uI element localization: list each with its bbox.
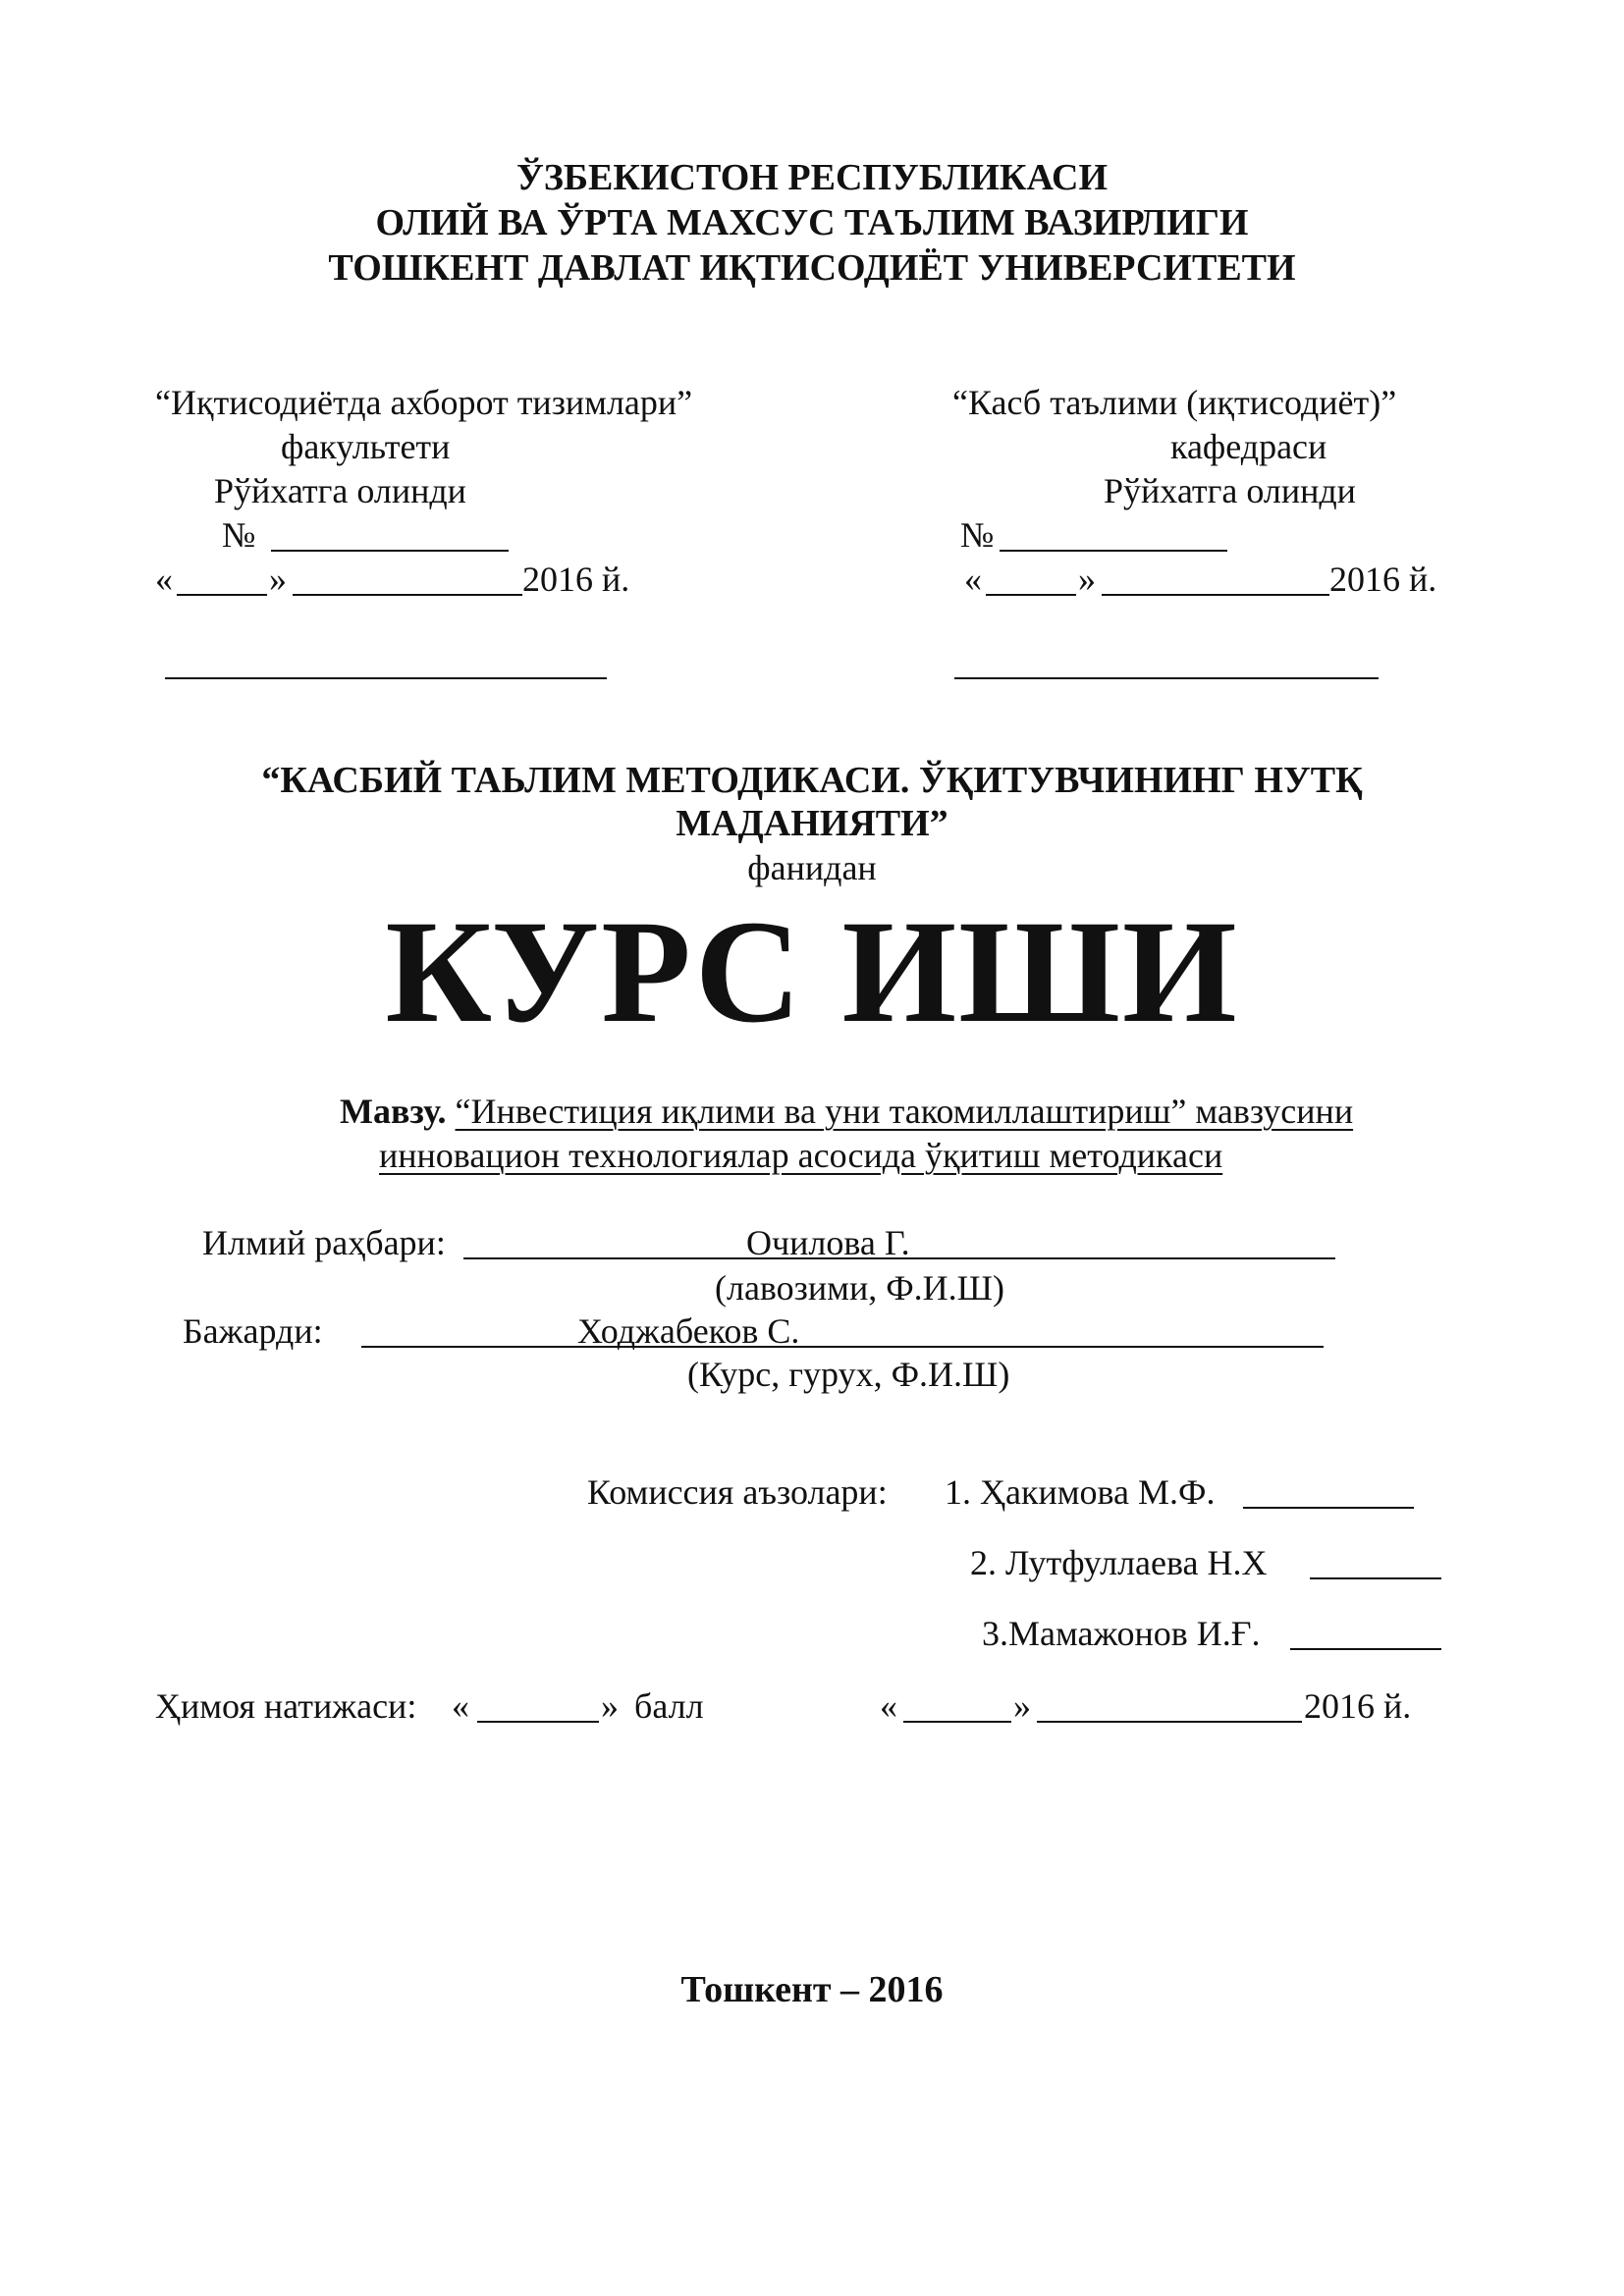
header-line-ministry: ОЛИЙ ВА ЎРТА МАХСУС ТАЪЛИМ ВАЗИРЛИГИ <box>375 202 1249 243</box>
header-line-university: ТОШКЕНТ ДАВЛАТ ИҚТИСОДИЁТ УНИВЕРСИТЕТИ <box>328 247 1296 289</box>
commission-member-3: 3.Мамажонов И.Ғ. <box>982 1614 1261 1653</box>
subject-line-2: МАДАНИЯТИ” <box>676 803 948 844</box>
left-date-open-quote: « <box>155 560 173 599</box>
left-date-close-quote: » <box>269 560 287 599</box>
subject-from-label: фанидан <box>747 848 877 887</box>
commission-member-1: 1. Ҳакимова М.Ф. <box>945 1472 1216 1512</box>
left-number-line <box>271 550 509 552</box>
header-line-ministry-country: ЎЗБЕКИСТОН РЕСПУБЛИКАСИ <box>515 157 1109 198</box>
right-date-open-quote: « <box>964 560 982 599</box>
right-date-month-line <box>1102 594 1329 596</box>
left-registered-label: Рўйхатга олинди <box>214 471 466 510</box>
commission-member-2-line <box>1310 1577 1441 1579</box>
topic-text-2: инновацион технологиялар асосида ўқитиш методикаси <box>379 1136 1223 1175</box>
defense-year: 2016 й. <box>1304 1686 1412 1726</box>
performer-underline <box>361 1346 1324 1348</box>
document-title: КУРС ИШИ <box>385 890 1239 1053</box>
defense-label: Ҳимоя натижаси: <box>155 1686 417 1726</box>
commission-member-2: 2. Лутфуллаева Н.Х <box>970 1543 1268 1582</box>
department-label: кафедраси <box>1170 427 1327 466</box>
left-date-day-line <box>177 594 267 596</box>
left-signature-line <box>165 677 607 679</box>
right-year: 2016 й. <box>1329 560 1437 599</box>
right-registered-label: Рўйхатга олинди <box>1104 471 1356 510</box>
left-date-month-line <box>293 594 522 596</box>
topic-text-1: “Инвестиция иқлими ва уни такомиллаштириш” мавзусини <box>455 1092 1354 1131</box>
faculty-label: факультети <box>281 427 451 466</box>
performer-label: Бажарди: <box>183 1311 323 1351</box>
defense-date-open: « <box>880 1686 897 1726</box>
commission-member-1-line <box>1243 1507 1414 1509</box>
commission-member-3-line <box>1290 1648 1441 1650</box>
performer-hint: (Курс, гурух, Ф.И.Ш) <box>687 1355 1010 1394</box>
topic-line-1 <box>340 1090 1353 1133</box>
defense-score-open: « <box>452 1686 469 1726</box>
supervisor-name: Очилова Г. <box>746 1223 910 1262</box>
subject-line-1: “КАСБИЙ ТАЬЛИМ МЕТОДИКАСИ. ЎҚИТУВЧИНИНГ НУТҚ <box>261 760 1363 801</box>
defense-date-day-line <box>903 1721 1011 1723</box>
topic-label: Мавзу. <box>340 1092 447 1131</box>
right-number-label: № <box>960 515 995 555</box>
defense-date-close: » <box>1013 1686 1031 1726</box>
department-name: “Касб таълими (иқтисодиёт)” <box>952 383 1397 422</box>
left-year: 2016 й. <box>522 560 630 599</box>
left-number-label: № <box>222 515 256 555</box>
supervisor-hint: (лавозими, Ф.И.Ш) <box>715 1268 1004 1308</box>
supervisor-label: Илмий раҳбари: <box>202 1223 446 1262</box>
defense-date-month-line <box>1037 1721 1302 1723</box>
defense-score-unit: балл <box>634 1686 704 1726</box>
defense-score-line <box>477 1721 599 1723</box>
right-date-day-line <box>986 594 1076 596</box>
commission-label: Комиссия аъзолари: <box>587 1472 888 1512</box>
performer-name: Ходжабеков С. <box>577 1311 800 1351</box>
right-date-close-quote: » <box>1078 560 1096 599</box>
right-number-line <box>1000 550 1227 552</box>
faculty-name: “Иқтисодиётда ахборот тизимлари” <box>155 383 693 422</box>
right-signature-line <box>954 677 1379 679</box>
defense-score-close: » <box>601 1686 619 1726</box>
footer-city-year: Тошкент – 2016 <box>680 1969 944 2010</box>
